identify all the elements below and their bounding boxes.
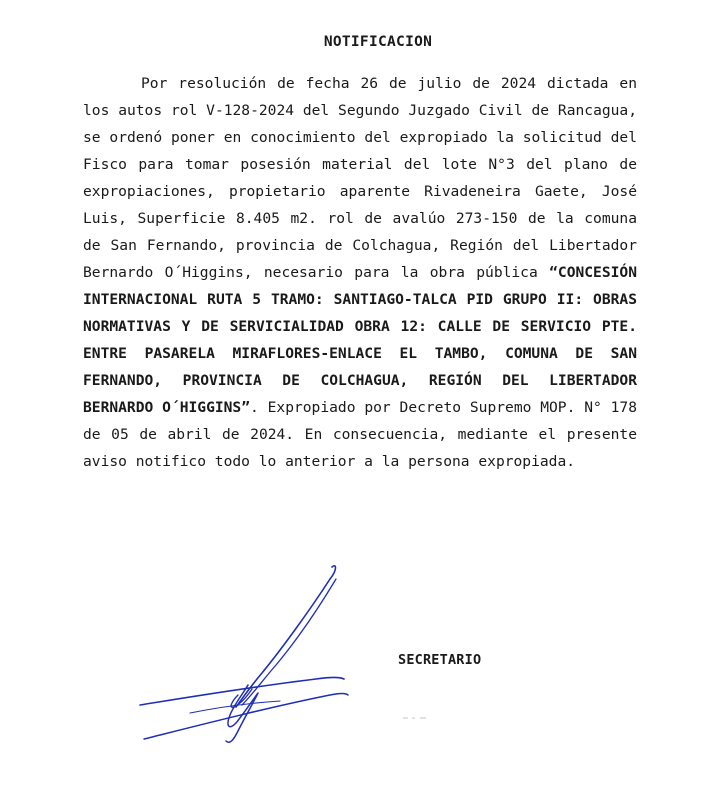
paragraph-intro: Por resolución de fecha 26 de julio de 2024 dictada en los autos rol V-128-2024 del Segundo Juzgado Civil de Rancagua, se ordenó poner en conocimiento del expropiado la solicitud del Fisco para tomar posesión material del lote N°3 del plano de expropiaciones, propietario aparente Rivadeneira Gaete, José Luis, Superficie 8.405 m2. rol de avalúo 273-150 de la comuna de San Fernando, provincia de Colchagua, Región del Libertador Bernardo O´Higgins, necesario para la obra pública [83, 75, 637, 281]
notification-paragraph [83, 70, 637, 475]
paragraph-closing: . Expropiado por Decreto Supremo MOP. N° 178 de 05 de abril de 2024. En consecuencia, mediante el presente aviso notifico todo lo anterior a la persona expropiada. [83, 399, 638, 470]
document-title: NOTIFICACION [323, 34, 433, 50]
signatory-label: SECRETARIO [398, 652, 482, 668]
faint-mark [402, 716, 432, 720]
project-name: “CONCESIÓN INTERNACIONAL RUTA 5 TRAMO: SANTIAGO-TALCA PID GRUPO II: OBRAS NORMATIVAS Y DE SERVICIALIDAD OBRA 12: CALLE DE SERVICIO PTE. ENTRE PASARELA MIRAFLORES-ENLACE EL TAMBO, COMUNA DE SAN FERNANDO, PROVINCIA DE COLCHAGUA, REGIÓN DEL LIBERTADOR BERNARDO O´HIGGINS” [83, 264, 637, 416]
handwritten-signature [130, 555, 360, 755]
